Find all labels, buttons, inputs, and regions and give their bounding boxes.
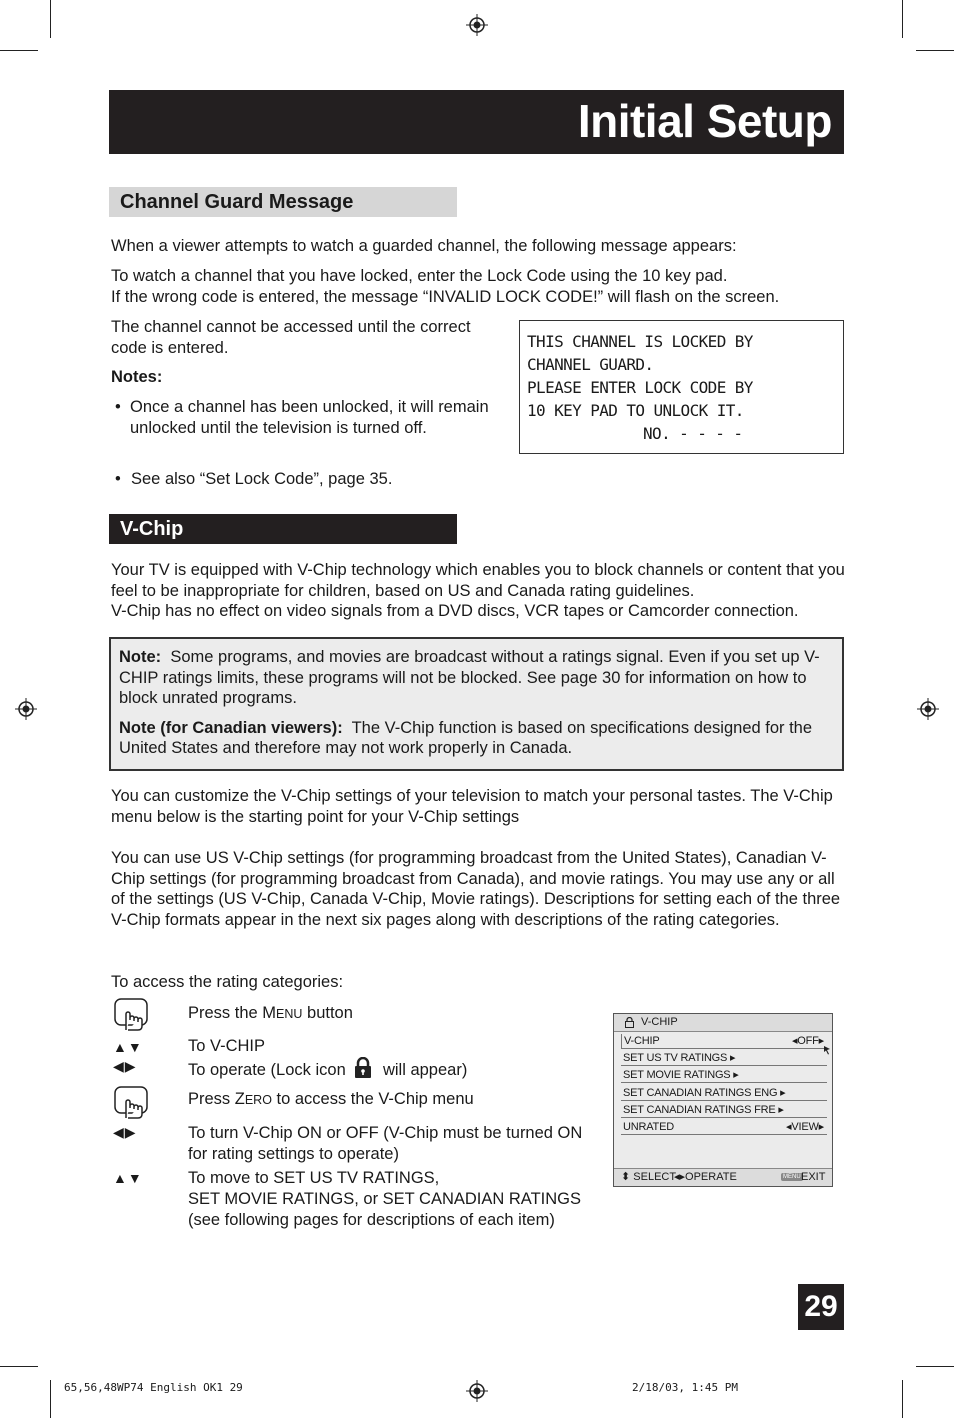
channel-locked-screen-message <box>519 320 844 454</box>
note-item-2: See also “Set Lock Code”, page 35. <box>131 470 393 488</box>
vchip-para1: Your TV is equipped with V-Chip technology which enables you to block channels or content that you feel to be inappropriate for children, based on US and Canada rating guidelines. <box>111 561 845 600</box>
vchip-para3: You can use US V-Chip settings (for programming broadcast from the United States), Canadian V-Chip settings (for programming broadcast from Canada), and movie ratings. You may use any or all of the settings (US V-Chip, Canada V-Chip, Movie ratings). Descriptions for setting each of the three V-Chip formats appear in the next six pages along with descriptions of the rating categories. <box>111 849 841 929</box>
step-2b-text: To operate (Lock icon will appear) <box>188 1057 467 1081</box>
menu-footer <box>614 1168 832 1186</box>
step-5b-text: SET MOVIE RATINGS, or SET CANADIAN RATINGS <box>188 1190 582 1208</box>
notes-label: Notes: <box>111 368 163 386</box>
step-5a-text: To move to SET US TV RATINGS, <box>188 1169 440 1187</box>
channel-guard-line2: If the wrong code is entered, the message “INVALID LOCK CODE!” will flash on the screen. <box>111 288 780 306</box>
bullet: • <box>115 470 121 488</box>
screen-message-line: CHANNEL GUARD. <box>527 355 654 374</box>
crop-mark <box>50 0 51 38</box>
footer-select-hint: ⬍ SELECT <box>621 1171 677 1183</box>
crop-mark <box>0 50 38 51</box>
menu-key-icon: MENU <box>783 1174 801 1180</box>
note-label: Note: <box>119 648 162 666</box>
menu-row-set-movie-ratings[interactable]: SET MOVIE RATINGS ▸ <box>621 1068 827 1083</box>
access-label: To access the rating categories: <box>111 973 344 991</box>
channel-guard-access: The channel cannot be accessed until the correct code is entered. <box>111 318 471 357</box>
vchip-para1b: V-Chip has no effect on video signals from a DVD discs, VCR tapes or Camcorder connection. <box>111 602 799 620</box>
menu-title: V-CHIP <box>641 1016 678 1028</box>
crop-mark <box>50 1380 51 1418</box>
menu-row-value: ◂OFF▸ <box>791 1035 824 1047</box>
page-title: Initial Setup <box>577 95 832 147</box>
pointer-cursor-icon <box>823 1045 831 1055</box>
channel-guard-intro: When a viewer attempts to watch a guarded channel, the following message appears: <box>111 237 737 255</box>
crop-mark <box>916 50 954 51</box>
crop-mark <box>0 1366 38 1367</box>
page-title-bar <box>109 90 844 154</box>
footer-exit-hint: EXIT <box>801 1171 826 1183</box>
step-1-text: Press the MENU button <box>188 1004 353 1022</box>
press-button-icon <box>114 998 148 1032</box>
menu-header <box>614 1014 832 1032</box>
menu-row-value: ◂VIEW▸ <box>786 1121 824 1133</box>
section-heading-channel-guard: Channel Guard Message <box>109 187 457 217</box>
registration-mark-icon <box>15 698 37 720</box>
bullet: • <box>115 398 121 416</box>
lock-icon <box>354 1057 372 1079</box>
screen-message-line: PLEASE ENTER LOCK CODE BY <box>527 378 753 397</box>
screen-message-line: THIS CHANNEL IS LOCKED BY <box>527 332 753 351</box>
slug-left: 65,56,48WP74 English OK1 29 <box>64 1381 243 1394</box>
note-item-1: Once a channel has been unlocked, it will remain unlocked until the television is turned off. <box>130 398 489 437</box>
registration-mark-icon <box>917 698 939 720</box>
menu-row-set-us-tv-ratings[interactable]: SET US TV RATINGS ▸ <box>621 1051 827 1066</box>
step-2a-text: To V-CHIP <box>188 1037 266 1055</box>
crop-mark <box>916 1366 954 1367</box>
section-heading-vchip: V-Chip <box>109 514 457 544</box>
page-number: 29 <box>798 1284 844 1330</box>
step-5c-text: (see following pages for descriptions of each item) <box>188 1211 555 1229</box>
registration-mark-icon <box>466 1380 488 1402</box>
note-canada-label: Note (for Canadian viewers): <box>119 718 343 737</box>
crop-mark <box>902 0 903 38</box>
menu-row-vchip[interactable]: V-CHIP ◂OFF▸ <box>621 1034 827 1049</box>
screen-message-line: 10 KEY PAD TO UNLOCK IT. <box>527 401 744 420</box>
press-button-icon <box>114 1086 148 1120</box>
menu-row-set-canadian-ratings-eng[interactable]: SET CANADIAN RATINGS ENG ▸ <box>621 1086 827 1101</box>
left-right-arrows-icon: ◀▶ <box>113 1124 137 1140</box>
slug-right: 2/18/03, 1:45 PM <box>632 1381 738 1394</box>
step-3-text: Press ZERO to access the V-Chip menu <box>188 1090 474 1108</box>
step-4-text: To turn V-Chip ON or OFF (V-Chip must be turned ON for rating settings to operate) <box>188 1124 583 1163</box>
vchip-menu-screen <box>613 1013 833 1187</box>
vchip-para2: You can customize the V-Chip settings of your television to match your personal tastes. The V-Chip menu below is the starting point for your V-Chip settings <box>111 787 833 826</box>
note-text: Some programs, and movies are broadcast without a ratings signal. Even if you set up V-CHIP ratings limits, these programs will not be blocked. See page 30 for information on how to block unrated programs. <box>119 648 820 707</box>
menu-row-unrated[interactable]: UNRATED ◂VIEW▸ <box>621 1120 827 1135</box>
footer-operate-hint: ◂▸OPERATE <box>674 1171 737 1183</box>
menu-row-set-canadian-ratings-fre[interactable]: SET CANADIAN RATINGS FRE ▸ <box>621 1103 827 1118</box>
crop-mark <box>902 1380 903 1418</box>
registration-mark-icon <box>466 14 488 36</box>
note-canada-text: The V-Chip function is based on specifications designed for the United States and therefore may not work properly in Canada. <box>119 718 813 757</box>
lock-icon <box>625 1017 634 1028</box>
vchip-note-box <box>109 637 844 771</box>
channel-guard-line1: To watch a channel that you have locked, enter the Lock Code using the 10 key pad. <box>111 267 728 285</box>
screen-message-code: NO. - - - - <box>643 424 743 443</box>
up-down-arrows-icon: ▲▼ <box>113 1170 143 1186</box>
up-down-arrows-icon: ▲▼ <box>113 1039 143 1055</box>
left-right-arrows-icon: ◀▶ <box>113 1058 137 1074</box>
